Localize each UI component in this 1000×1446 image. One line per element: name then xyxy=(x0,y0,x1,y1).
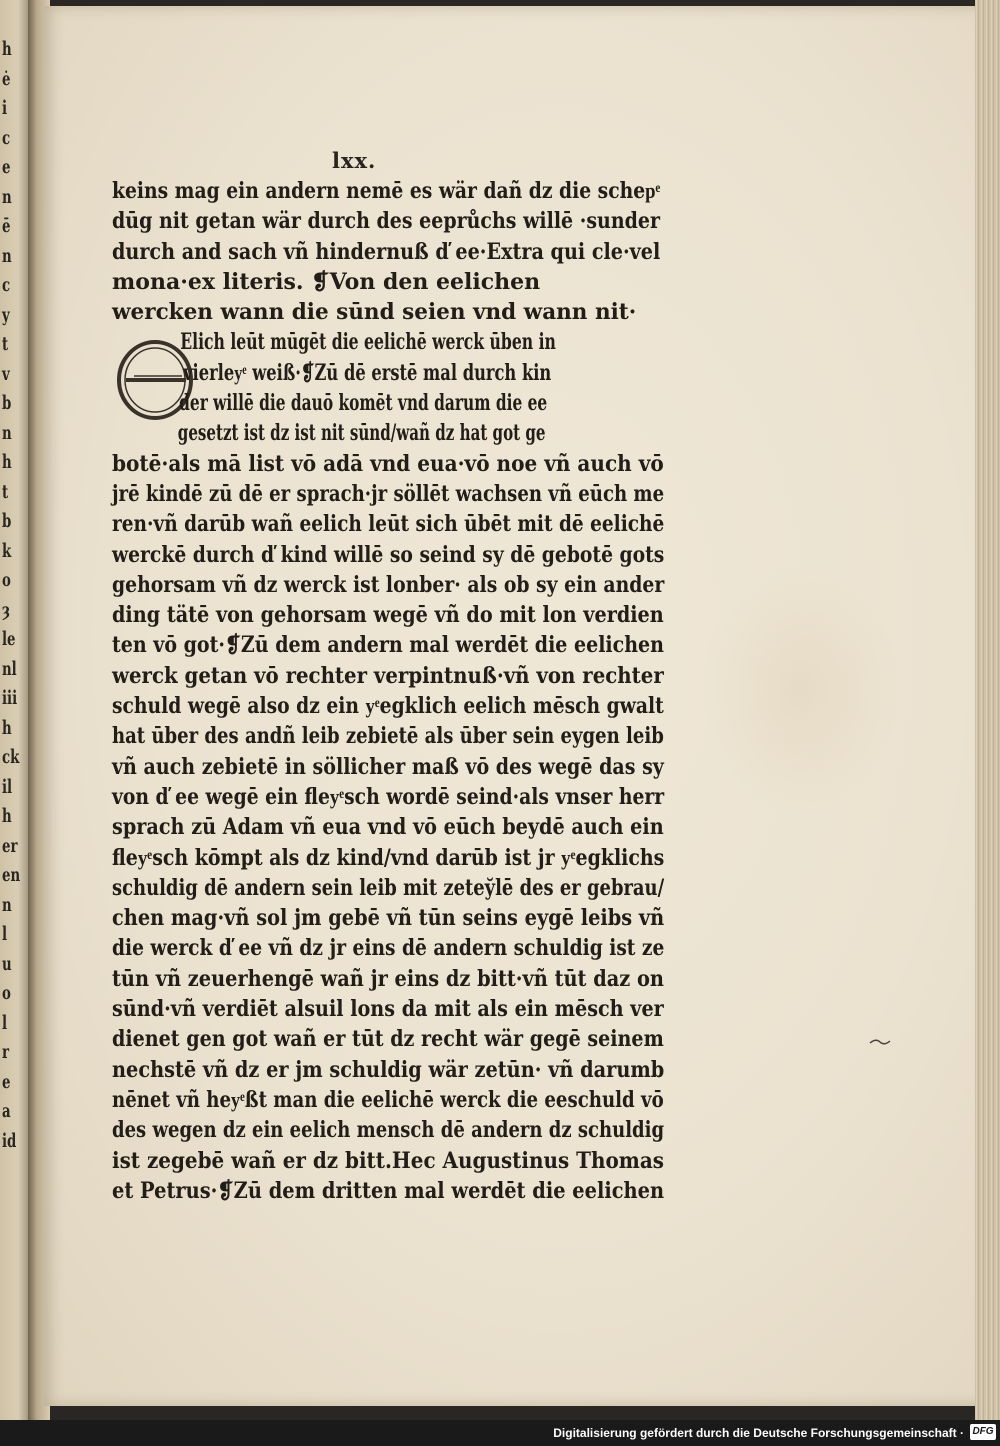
dfg-logo: DFG xyxy=(970,1424,996,1440)
left-page-fragment: nl xyxy=(2,657,17,680)
text-line: jrē kindē zū dē er sprach·jr söllēt wachsen vñ eūch me xyxy=(112,480,665,507)
left-page-fragment: le xyxy=(2,628,16,650)
text-line: ten vō got·❡Zū dem andern mal werdēt die eelichen xyxy=(112,632,664,659)
left-page-fragment: iii xyxy=(2,687,18,709)
text-block xyxy=(112,176,672,1206)
left-page-fragment: r xyxy=(2,1041,10,1063)
left-page-fragment: y xyxy=(2,303,10,326)
text-line: fleyͤsch kōmpt als dz kind/vnd darūb ist jr yͤegklichs xyxy=(112,844,665,871)
text-line: botē·als mā list vō adā vnd eua·vō noe vñ auch vō xyxy=(112,450,664,477)
left-page-fragment: id xyxy=(2,1129,17,1152)
left-page-fragment: n xyxy=(2,185,12,208)
paper-stain xyxy=(700,560,900,820)
text-line: schuld wegē also dz ein yͤegklich eelich mēsch gwalt xyxy=(112,693,664,720)
text-line: des wegen dz ein eelich mensch dē andern dz schuldig xyxy=(112,1117,665,1144)
text-line: durch and sach vñ hindernuß ď ee·Extra qui cle·vel xyxy=(112,238,661,265)
text-line: wercken wann die sūnd seien vnd wann nit· xyxy=(112,299,637,326)
left-page-fragment: n xyxy=(2,421,12,444)
left-page-fragment: u xyxy=(2,952,12,975)
text-line: Elich leūt mūgēt die eelichē werck ūben in xyxy=(180,329,556,356)
left-page-fragment: ȝ xyxy=(2,598,11,621)
left-page-fragment: c xyxy=(2,126,11,149)
left-page-fragment: n xyxy=(2,244,12,267)
text-line: gehorsam vñ dz werck ist lonber· als ob sy ein ander xyxy=(112,571,665,598)
left-page-fragment: er xyxy=(2,834,18,857)
folio-number: lxx. xyxy=(332,148,377,173)
left-page-fragment: h xyxy=(2,38,12,60)
text-line: von ď ee wegē ein fleyͤsch wordē seind·als vnser herr xyxy=(112,783,665,810)
left-page-fragment: a xyxy=(2,1100,11,1122)
left-page-fragment: e xyxy=(2,1070,11,1093)
text-line: hat ūber des andñ leib zebietē als ūber sein eygen leib xyxy=(112,723,664,750)
left-page-fragment: o xyxy=(2,569,11,591)
left-page-fragment: en xyxy=(2,864,21,886)
text-line: werckē durch ď kind willē so seind sy dē gebotē gots xyxy=(112,541,665,568)
left-page-fragment: t xyxy=(2,480,9,503)
text-line: chen mag·vñ sol jm gebē vñ tūn seins eygē leibs vñ xyxy=(112,905,665,932)
left-page-fragment: ē xyxy=(2,215,11,237)
left-page-fragment: h xyxy=(2,451,12,473)
text-line: schuldig dē andern sein leib mit zetey̆lē des er gebrau/ xyxy=(112,874,665,901)
left-page-fragment: o xyxy=(2,982,11,1004)
text-line: dienet gen got wañ er tūt dz recht wär gegē seinem xyxy=(112,1026,664,1053)
left-page-fragment: l xyxy=(2,923,8,945)
page-edges xyxy=(975,0,1000,1420)
text-line: nechstē vñ dz er jm schuldig wär zetūn· vñ darumb xyxy=(112,1056,665,1083)
left-page-fragment: n xyxy=(2,893,12,916)
left-page-fragment: ė xyxy=(2,67,11,90)
text-line: nēnet vñ heyͤßt man die eelichē werck die eeschuld vō xyxy=(112,1086,664,1113)
left-page-fragment: i xyxy=(2,97,8,119)
left-page-fragment: h xyxy=(2,805,12,827)
text-line: sprach zū Adam vñ eua vnd vō eūch beydē auch ein xyxy=(112,814,664,841)
left-page-fragment: k xyxy=(2,539,12,562)
text-line: et Petrus·❡Zū dem dritten mal werdēt die eelichen xyxy=(112,1177,665,1204)
left-page-edge xyxy=(0,0,30,1420)
left-page-fragment: b xyxy=(2,392,12,414)
text-line: keins mag ein andern nemē es wär dañ dz die schepͤ xyxy=(112,178,661,204)
text-line: vñ auch zebietē in söllicher maß vō des wegē das sy xyxy=(112,753,664,780)
text-line: dūg nit getan wär durch des eeprůchs willē ·sunder xyxy=(112,208,661,235)
text-line: gesetzt ist dz ist nit sūnd/wañ dz hat got ge xyxy=(177,420,546,447)
initial-letter-text: E xyxy=(149,380,161,396)
text-line: der willē die dauō komēt vnd darum die ee xyxy=(179,390,548,417)
left-page-fragment: ck xyxy=(2,746,20,768)
footer-credit: Digitalisierung gefördert durch die Deutsche Forschungsgemeinschaft · xyxy=(553,1426,964,1440)
text-line: tūn vñ zeuerhengē wañ jr eins dz bitt·vñ tūt daz on xyxy=(112,965,664,992)
text-line: ist zegebē wañ er dz bitt.Hec Augustinus Thomas xyxy=(112,1147,665,1174)
text-line: die werck ď ee vñ dz jr eins dē andern schuldig ist ze xyxy=(112,935,665,962)
text-line: werck getan vō rechter verpintnuß·vñ von rechter xyxy=(112,662,664,689)
ink-mark xyxy=(868,1036,892,1048)
left-page-fragment: t xyxy=(2,333,9,355)
text-line: ding tätē von gehorsam wegē vñ do mit lon verdien xyxy=(112,602,664,629)
left-page-fragment: h xyxy=(2,716,12,739)
left-page-fragment: c xyxy=(2,274,11,296)
left-page-fragment: b xyxy=(2,510,12,532)
left-page-fragment: l xyxy=(2,1011,8,1034)
left-page-fragment: v xyxy=(2,362,10,385)
left-page-fragment: e xyxy=(2,156,11,178)
footer-bar xyxy=(0,1420,1000,1446)
text-line: mona·ex literis. ❡Von den eelichen xyxy=(112,268,541,295)
left-page-fragment: il xyxy=(2,775,13,798)
text-line: sūnd·vñ verdiēt alsuil lons da mit als ein mēsch ver xyxy=(112,996,664,1023)
text-line: vierleyͤ weiß·❡Zū dē erstē mal durch kin xyxy=(183,359,552,386)
text-line: ren·vñ darūb wañ eelich leūt sich ūbēt mit dē eelichē xyxy=(112,511,665,538)
